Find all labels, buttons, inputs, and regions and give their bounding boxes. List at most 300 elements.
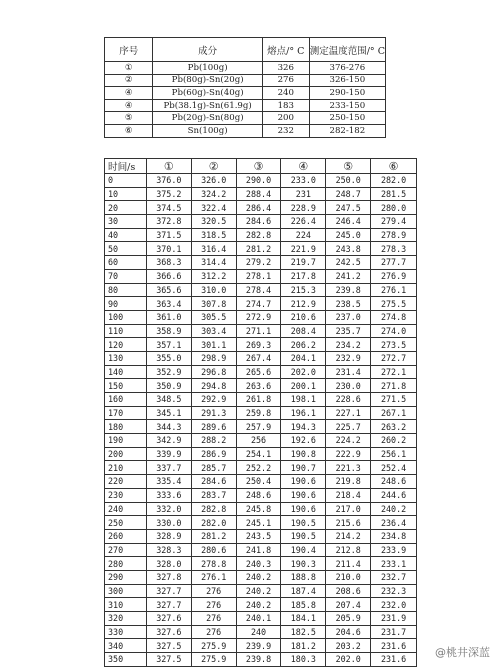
table-cell: Pb(60g)-Sn(40g) <box>153 87 262 100</box>
table-cell: 245.1 <box>236 516 281 530</box>
table-row <box>105 406 417 420</box>
table-cell: 190.8 <box>281 447 326 461</box>
table-cell: 230.0 <box>326 379 371 393</box>
table-cell: 278.3 <box>371 242 417 256</box>
table-cell: 281.2 <box>236 242 281 256</box>
table-cell: 240 <box>262 87 309 100</box>
table-cell: 207.4 <box>326 598 371 612</box>
table-cell: 239.8 <box>326 283 371 297</box>
table-cell: 265.6 <box>236 365 281 379</box>
table-cell: 241.2 <box>326 269 371 283</box>
table-cell: 276.1 <box>191 570 236 584</box>
table-cell: 225.7 <box>326 420 371 434</box>
table-cell: Pb(38.1g)-Sn(61.9g) <box>153 99 262 112</box>
table-cell: 183 <box>262 99 309 112</box>
table-cell: 282-182 <box>309 124 385 137</box>
table-cell: 296.8 <box>191 365 236 379</box>
table-cell: 357.1 <box>146 338 191 352</box>
table-cell: 240.2 <box>236 584 281 598</box>
table-row <box>105 228 417 242</box>
table-cell: 210.0 <box>326 570 371 584</box>
table-row <box>105 256 417 270</box>
table-cell: 210.6 <box>281 310 326 324</box>
table-cell: 276 <box>262 74 309 87</box>
table-cell: 327.6 <box>146 625 191 639</box>
table-cell: ② <box>105 74 153 87</box>
table-cell: 327.5 <box>146 653 191 667</box>
table-cell: 292.9 <box>191 393 236 407</box>
table-cell: 247.5 <box>326 201 371 215</box>
table-cell: 231.6 <box>371 639 417 653</box>
table-cell: 340 <box>105 639 147 653</box>
table-cell: ① <box>105 62 153 75</box>
table-cell: 10 <box>105 187 147 201</box>
table-cell: 239.8 <box>236 653 281 667</box>
table-cell: 303.4 <box>191 324 236 338</box>
table-cell: 281.5 <box>371 187 417 201</box>
table-cell: 318.5 <box>191 228 236 242</box>
table-cell: 320.5 <box>191 215 236 229</box>
table-cell: 50 <box>105 242 147 256</box>
table-cell: 260 <box>105 529 147 543</box>
table-row <box>105 215 417 229</box>
table-cell: 180.3 <box>281 653 326 667</box>
table-cell: 190.6 <box>281 488 326 502</box>
table-cell: 240.2 <box>371 502 417 516</box>
table-row <box>105 283 417 297</box>
table-cell: 276.9 <box>371 269 417 283</box>
table-cell: 284.6 <box>191 475 236 489</box>
table-cell: 190.5 <box>281 516 326 530</box>
table-cell: ④ <box>105 87 153 100</box>
table-cell: 205.9 <box>326 612 371 626</box>
table-cell: 235.7 <box>326 324 371 338</box>
table-cell: 150 <box>105 379 147 393</box>
table-cell: 333.6 <box>146 488 191 502</box>
header-cell: ③ <box>236 159 281 174</box>
table-cell: 231.6 <box>371 653 417 667</box>
table-cell: 234.8 <box>371 529 417 543</box>
table-cell: 288.4 <box>236 187 281 201</box>
table-cell: 339.9 <box>146 447 191 461</box>
table-row <box>105 297 417 311</box>
table-cell: 276.1 <box>371 283 417 297</box>
header-cell: ⑤ <box>326 159 371 174</box>
table-cell: 276 <box>191 598 236 612</box>
table-cell: 365.6 <box>146 283 191 297</box>
header-cell: 测定温度范围/° C <box>309 38 385 62</box>
table-cell: 221.9 <box>281 242 326 256</box>
table-cell: 279.4 <box>371 215 417 229</box>
table-cell: 350.9 <box>146 379 191 393</box>
table-cell: 240.2 <box>236 570 281 584</box>
table-row <box>105 557 417 571</box>
table-cell: 328.9 <box>146 529 191 543</box>
table-cell: 275.9 <box>191 639 236 653</box>
table-cell: 206.2 <box>281 338 326 352</box>
table-cell: 184.1 <box>281 612 326 626</box>
table-cell: 291.3 <box>191 406 236 420</box>
table-cell: 272.9 <box>236 310 281 324</box>
table-cell: 261.8 <box>236 393 281 407</box>
table-row <box>105 201 417 215</box>
table-cell: 300 <box>105 584 147 598</box>
table-cell: 60 <box>105 256 147 270</box>
table-cell: 182.5 <box>281 625 326 639</box>
table-cell: 310 <box>105 598 147 612</box>
table-cell: 204.1 <box>281 351 326 365</box>
table-cell: 180 <box>105 420 147 434</box>
table-cell: 337.7 <box>146 461 191 475</box>
table-cell: 220 <box>105 475 147 489</box>
table-cell: 280.6 <box>191 543 236 557</box>
table-cell: 282.8 <box>236 228 281 242</box>
table-row <box>105 242 417 256</box>
table-cell: 271.1 <box>236 324 281 338</box>
table-cell: 358.9 <box>146 324 191 338</box>
table-cell: 345.1 <box>146 406 191 420</box>
temperature-table <box>104 158 417 667</box>
table-cell: 374.5 <box>146 201 191 215</box>
table-cell: 202.0 <box>281 365 326 379</box>
table-cell: 190.5 <box>281 529 326 543</box>
table-cell: 194.3 <box>281 420 326 434</box>
table-cell: 327.7 <box>146 584 191 598</box>
table-row <box>105 324 417 338</box>
table-row <box>105 269 417 283</box>
table-cell: 288.2 <box>191 434 236 448</box>
table-cell: 256 <box>236 434 281 448</box>
watermark: @桃井深蓝 <box>435 646 490 659</box>
table-cell: 286.4 <box>236 201 281 215</box>
table-cell: ⑤ <box>105 112 153 125</box>
table-cell: 237.0 <box>326 310 371 324</box>
table-cell: 245.0 <box>326 228 371 242</box>
table-cell: Sn(100g) <box>153 124 262 137</box>
table-cell: 230 <box>105 488 147 502</box>
table-cell: 342.9 <box>146 434 191 448</box>
table-cell: 294.8 <box>191 379 236 393</box>
table-row <box>105 379 417 393</box>
table-row <box>105 502 417 516</box>
table-cell: 140 <box>105 365 147 379</box>
table-cell: 256.1 <box>371 447 417 461</box>
table-cell: 324.2 <box>191 187 236 201</box>
table-cell: 160 <box>105 393 147 407</box>
header-cell: ② <box>191 159 236 174</box>
table-cell: 282.0 <box>191 516 236 530</box>
table-cell: 361.0 <box>146 310 191 324</box>
table-cell: 208.4 <box>281 324 326 338</box>
table-row <box>105 653 417 667</box>
table-cell: 240.3 <box>236 557 281 571</box>
table-cell: 224 <box>281 228 326 242</box>
table-cell: 290-150 <box>309 87 385 100</box>
table-row <box>105 570 417 584</box>
table-cell: 376.0 <box>146 174 191 188</box>
table-cell: 232 <box>262 124 309 137</box>
table-cell: 332.0 <box>146 502 191 516</box>
table-cell: 370.1 <box>146 242 191 256</box>
table-cell: 267.1 <box>371 406 417 420</box>
header-cell: 熔点/° C <box>262 38 309 62</box>
table-cell: 271.8 <box>371 379 417 393</box>
table-cell: 376-276 <box>309 62 385 75</box>
table-cell: 246.4 <box>326 215 371 229</box>
table-cell: 203.2 <box>326 639 371 653</box>
table-row <box>105 365 417 379</box>
table-cell: 328.3 <box>146 543 191 557</box>
table-cell: 280.0 <box>371 201 417 215</box>
table-cell: 327.6 <box>146 612 191 626</box>
table-cell: 284.6 <box>236 215 281 229</box>
table-cell: 252.2 <box>236 461 281 475</box>
table-cell: 310.0 <box>191 283 236 297</box>
table-cell: 285.7 <box>191 461 236 475</box>
table-cell: 326.0 <box>191 174 236 188</box>
table-cell: 344.3 <box>146 420 191 434</box>
header-cell: ① <box>146 159 191 174</box>
table-cell: 298.9 <box>191 351 236 365</box>
table-cell: 40 <box>105 228 147 242</box>
table-cell: 100 <box>105 310 147 324</box>
table-cell: 275.5 <box>371 297 417 311</box>
table-cell: 245.8 <box>236 502 281 516</box>
table-cell: 240.1 <box>236 612 281 626</box>
table-cell: 233-150 <box>309 99 385 112</box>
header-cell: ⑥ <box>371 159 417 174</box>
table-cell: 204.6 <box>326 625 371 639</box>
table-cell: 227.1 <box>326 406 371 420</box>
table-cell: 234.2 <box>326 338 371 352</box>
table-cell: 238.5 <box>326 297 371 311</box>
table-cell: 290.0 <box>236 174 281 188</box>
header-cell: ④ <box>281 159 326 174</box>
table-cell: 366.6 <box>146 269 191 283</box>
table-cell: 250 <box>105 516 147 530</box>
table-cell: 190.4 <box>281 543 326 557</box>
table-cell: 240.2 <box>236 598 281 612</box>
table-cell: 273.5 <box>371 338 417 352</box>
table-cell: 233.1 <box>371 557 417 571</box>
table-cell: 270 <box>105 543 147 557</box>
table-cell: 278.1 <box>236 269 281 283</box>
table-row <box>105 393 417 407</box>
table-cell: 312.2 <box>191 269 236 283</box>
table-row <box>105 124 386 137</box>
table-cell: 181.2 <box>281 639 326 653</box>
table-row <box>105 187 417 201</box>
table-cell: 372.8 <box>146 215 191 229</box>
table-cell: 228.6 <box>326 393 371 407</box>
table-cell: 254.1 <box>236 447 281 461</box>
table-cell: Pb(100g) <box>153 62 262 75</box>
table-cell: 350 <box>105 653 147 667</box>
table-cell: 244.6 <box>371 488 417 502</box>
table-cell: 232.7 <box>371 570 417 584</box>
table-row <box>105 639 417 653</box>
table-cell: 326-150 <box>309 74 385 87</box>
table-cell: 215.3 <box>281 283 326 297</box>
table-cell: 215.6 <box>326 516 371 530</box>
table-cell: 218.4 <box>326 488 371 502</box>
table-cell: 231.9 <box>371 612 417 626</box>
table-cell: 371.5 <box>146 228 191 242</box>
table-cell: Pb(20g)-Sn(80g) <box>153 112 262 125</box>
table-cell: 120 <box>105 338 147 352</box>
table-cell: 232.9 <box>326 351 371 365</box>
table-cell: 214.2 <box>326 529 371 543</box>
table-cell: 248.6 <box>371 475 417 489</box>
table-cell: 335.4 <box>146 475 191 489</box>
table-cell: 233.9 <box>371 543 417 557</box>
table-row <box>105 99 386 112</box>
table-cell: 250-150 <box>309 112 385 125</box>
table-cell: 290 <box>105 570 147 584</box>
table-cell: 282.8 <box>191 502 236 516</box>
table-cell: 231.7 <box>371 625 417 639</box>
table-row <box>105 461 417 475</box>
table-cell: 271.5 <box>371 393 417 407</box>
table-cell: 307.8 <box>191 297 236 311</box>
table-cell: 219.7 <box>281 256 326 270</box>
table-cell: 274.8 <box>371 310 417 324</box>
table-row <box>105 351 417 365</box>
table-cell: 226.4 <box>281 215 326 229</box>
table-cell: 259.8 <box>236 406 281 420</box>
table-cell: 110 <box>105 324 147 338</box>
table-cell: 222.9 <box>326 447 371 461</box>
table-cell: 275.9 <box>191 653 236 667</box>
table-cell: 276 <box>191 625 236 639</box>
table-cell: 231.4 <box>326 365 371 379</box>
table-cell: 257.9 <box>236 420 281 434</box>
table-cell: ④ <box>105 99 153 112</box>
table-row <box>105 447 417 461</box>
table-row <box>105 516 417 530</box>
table-row <box>105 62 386 75</box>
table-cell: 248.6 <box>236 488 281 502</box>
table-cell: 316.4 <box>191 242 236 256</box>
table-row <box>105 420 417 434</box>
table-row <box>105 87 386 100</box>
header-row <box>105 159 417 174</box>
table-cell: 200 <box>105 447 147 461</box>
table-cell: 20 <box>105 201 147 215</box>
table-row <box>105 488 417 502</box>
table-cell: 192.6 <box>281 434 326 448</box>
header-row <box>105 38 386 62</box>
table-cell: 231 <box>281 187 326 201</box>
table-cell: 368.3 <box>146 256 191 270</box>
table-cell: 272.7 <box>371 351 417 365</box>
table-cell: 242.5 <box>326 256 371 270</box>
table-row <box>105 612 417 626</box>
table-cell: 239.9 <box>236 639 281 653</box>
table-cell: 305.5 <box>191 310 236 324</box>
table-cell: 190.6 <box>281 502 326 516</box>
table-cell: 130 <box>105 351 147 365</box>
table-cell: 221.3 <box>326 461 371 475</box>
table-cell: 276 <box>191 612 236 626</box>
table-cell: 236.4 <box>371 516 417 530</box>
table-cell: 348.5 <box>146 393 191 407</box>
table-cell: 352.9 <box>146 365 191 379</box>
table-cell: 279.2 <box>236 256 281 270</box>
table-cell: 283.7 <box>191 488 236 502</box>
table-cell: 269.3 <box>236 338 281 352</box>
table-row <box>105 625 417 639</box>
table-row <box>105 475 417 489</box>
table-cell: 248.7 <box>326 187 371 201</box>
table-cell: 252.4 <box>371 461 417 475</box>
table-cell: 190.7 <box>281 461 326 475</box>
table-cell: 0 <box>105 174 147 188</box>
table-row <box>105 74 386 87</box>
table-cell: 276 <box>191 584 236 598</box>
table-cell: 355.0 <box>146 351 191 365</box>
table-cell: 170 <box>105 406 147 420</box>
table-cell: 263.6 <box>236 379 281 393</box>
table-cell: 263.2 <box>371 420 417 434</box>
table-cell: 202.0 <box>326 653 371 667</box>
table-cell: 286.9 <box>191 447 236 461</box>
table-row <box>105 543 417 557</box>
table-cell: 289.6 <box>191 420 236 434</box>
table-row <box>105 310 417 324</box>
table-cell: 278.8 <box>191 557 236 571</box>
table-cell: 190.3 <box>281 557 326 571</box>
table-cell: 217.8 <box>281 269 326 283</box>
table-row <box>105 529 417 543</box>
table-row <box>105 174 417 188</box>
table-cell: 314.4 <box>191 256 236 270</box>
table-cell: 30 <box>105 215 147 229</box>
table-cell: 212.9 <box>281 297 326 311</box>
table-row <box>105 584 417 598</box>
table-cell: 233.0 <box>281 174 326 188</box>
table-cell: 200 <box>262 112 309 125</box>
table-row <box>105 112 386 125</box>
table-cell: 80 <box>105 283 147 297</box>
table-cell: 70 <box>105 269 147 283</box>
table-cell: 232.3 <box>371 584 417 598</box>
table-cell: 250.4 <box>236 475 281 489</box>
header-cell: 成分 <box>153 38 262 62</box>
table-cell: 282.0 <box>371 174 417 188</box>
table-cell: 326 <box>262 62 309 75</box>
table-cell: 280 <box>105 557 147 571</box>
table-cell: 328.0 <box>146 557 191 571</box>
table-cell: 327.8 <box>146 570 191 584</box>
table-cell: 190.6 <box>281 475 326 489</box>
table-cell: 267.4 <box>236 351 281 365</box>
table-cell: 211.4 <box>326 557 371 571</box>
table-cell: 217.0 <box>326 502 371 516</box>
table-cell: 90 <box>105 297 147 311</box>
table-cell: 322.4 <box>191 201 236 215</box>
table-cell: 274.7 <box>236 297 281 311</box>
table-cell: 219.8 <box>326 475 371 489</box>
table-cell: 198.1 <box>281 393 326 407</box>
table-cell: 210 <box>105 461 147 475</box>
table-cell: 212.8 <box>326 543 371 557</box>
table-cell: 185.8 <box>281 598 326 612</box>
table-cell: 281.2 <box>191 529 236 543</box>
table-cell: 190 <box>105 434 147 448</box>
table-cell: 363.4 <box>146 297 191 311</box>
table-cell: 196.1 <box>281 406 326 420</box>
